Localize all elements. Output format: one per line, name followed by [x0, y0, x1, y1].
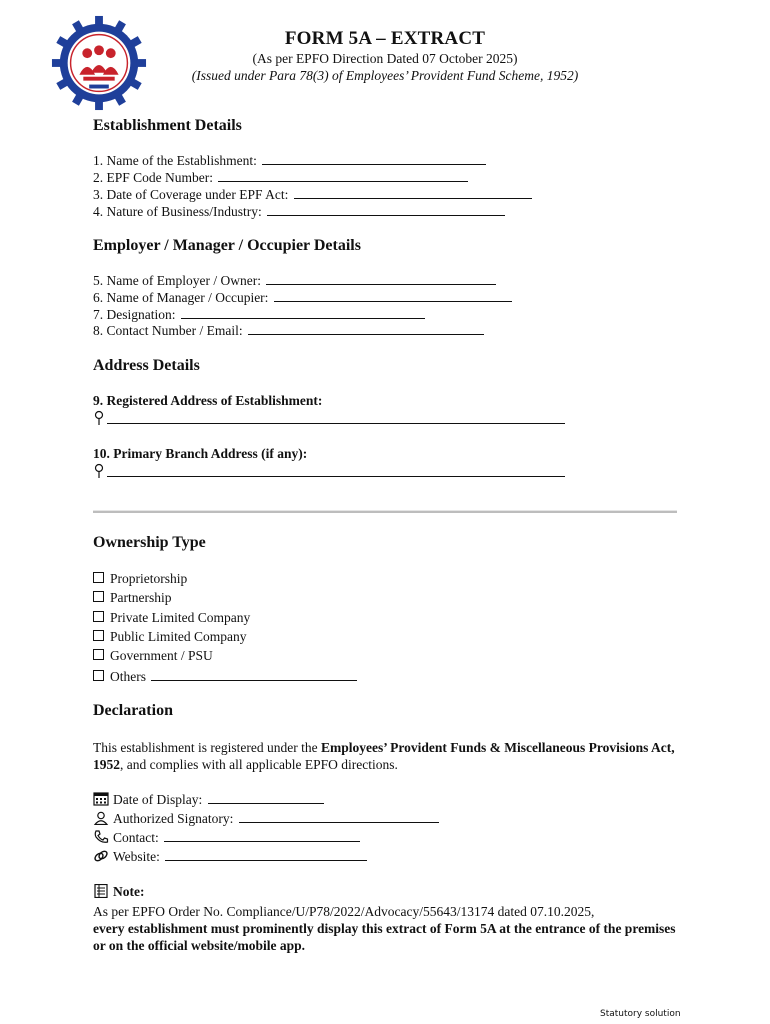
section-establishment-heading: Establishment Details — [93, 117, 242, 134]
blank-line — [165, 848, 367, 861]
pin-icon — [93, 463, 105, 479]
blank-line — [208, 791, 324, 804]
checkbox-box — [93, 572, 104, 583]
checkbox-government-psu[interactable]: Government / PSU — [93, 648, 213, 664]
field-branch-address[interactable] — [93, 463, 565, 481]
field-establishment-name[interactable]: 1. Name of the Establishment: — [93, 152, 486, 169]
checkbox-box — [93, 591, 104, 602]
declaration-text: This establishment is registered under the Employees’ Provident Funds & Miscellaneous Provisions Act, 1952, and complies with all applicable EPFO directions. — [93, 740, 675, 772]
checkbox-proprietorship[interactable]: Proprietorship — [93, 571, 187, 587]
form-title: FORM 5A – EXTRACT — [284, 28, 486, 49]
field-coverage-date[interactable]: 3. Date of Coverage under EPF Act: — [93, 186, 532, 203]
blank-line — [239, 810, 439, 823]
checkbox-box — [93, 611, 104, 622]
section-ownership-heading: Ownership Type — [93, 534, 206, 551]
note-text: As per EPFO Order No. Compliance/U/P78/2022/Advocacy/55643/13174 dated 07.10.2025, every establishment must prominently display this extract of Form 5A at the entrance of the premises or on the official website/mobile app. — [93, 904, 676, 953]
footer-text: Statutory solution — [600, 1009, 681, 1019]
checkbox-box — [93, 649, 104, 660]
section-employer-heading: Employer / Manager / Occupier Details — [93, 237, 361, 254]
blank-line — [248, 322, 484, 335]
blank-line — [107, 464, 565, 477]
form-issued-under: (Issued under Para 78(3) of Employees’ Provident Fund Scheme, 1952) — [191, 68, 579, 83]
checkbox-box — [93, 630, 104, 641]
checkbox-public-limited[interactable]: Public Limited Company — [93, 629, 247, 645]
note-bold-text: every establishment must prominently display this extract of Form 5A at the entrance of the premises or on the official website/mobile app. — [93, 921, 676, 953]
branch-address-label: 10. Primary Branch Address (if any): — [93, 446, 308, 461]
notepad-icon — [93, 884, 109, 898]
field-nature-business[interactable]: 4. Nature of Business/Industry: — [93, 203, 505, 220]
field-epf-code[interactable]: 2. EPF Code Number: — [93, 169, 468, 186]
field-employer-name[interactable]: 5. Name of Employer / Owner: — [93, 272, 496, 289]
checkbox-box — [93, 670, 104, 681]
checkbox-private-limited[interactable]: Private Limited Company — [93, 610, 250, 626]
note-heading: Note: — [93, 884, 144, 900]
blank-line — [164, 829, 360, 842]
field-registered-address[interactable] — [93, 410, 565, 428]
field-designation[interactable]: 7. Designation: — [93, 306, 425, 323]
field-contact-email[interactable]: 8. Contact Number / Email: — [93, 322, 484, 339]
calendar-icon — [93, 792, 109, 806]
section-declaration-heading: Declaration — [93, 702, 173, 719]
field-authorized-signatory[interactable]: Authorized Signatory: — [93, 810, 439, 827]
blank-line — [107, 411, 565, 424]
phone-icon — [93, 830, 109, 844]
field-date-of-display[interactable]: Date of Display: — [93, 791, 324, 808]
blank-line — [266, 272, 496, 285]
person-icon — [93, 811, 109, 825]
checkbox-partnership[interactable]: Partnership — [93, 590, 172, 606]
registered-address-label: 9. Registered Address of Establishment: — [93, 393, 323, 408]
blank-line — [294, 186, 532, 199]
blank-line — [262, 152, 486, 165]
field-manager-name[interactable]: 6. Name of Manager / Occupier: — [93, 289, 512, 306]
act-name: Employees’ Provident Funds & Miscellaneous Provisions Act, 1952 — [93, 740, 675, 772]
section-divider — [93, 510, 677, 513]
blank-line — [274, 289, 512, 302]
blank-line — [151, 668, 357, 681]
field-contact[interactable]: Contact: — [93, 829, 360, 846]
blank-line — [218, 169, 468, 182]
field-website[interactable]: Website: — [93, 848, 367, 865]
blank-line — [181, 306, 425, 319]
epfo-logo — [50, 14, 148, 112]
link-icon — [93, 849, 109, 863]
checkbox-others[interactable]: Others — [93, 668, 357, 685]
pin-icon — [93, 410, 105, 426]
blank-line — [267, 203, 505, 216]
section-address-heading: Address Details — [93, 357, 200, 374]
form-subtitle: (As per EPFO Direction Dated 07 October 2025) — [252, 51, 518, 66]
